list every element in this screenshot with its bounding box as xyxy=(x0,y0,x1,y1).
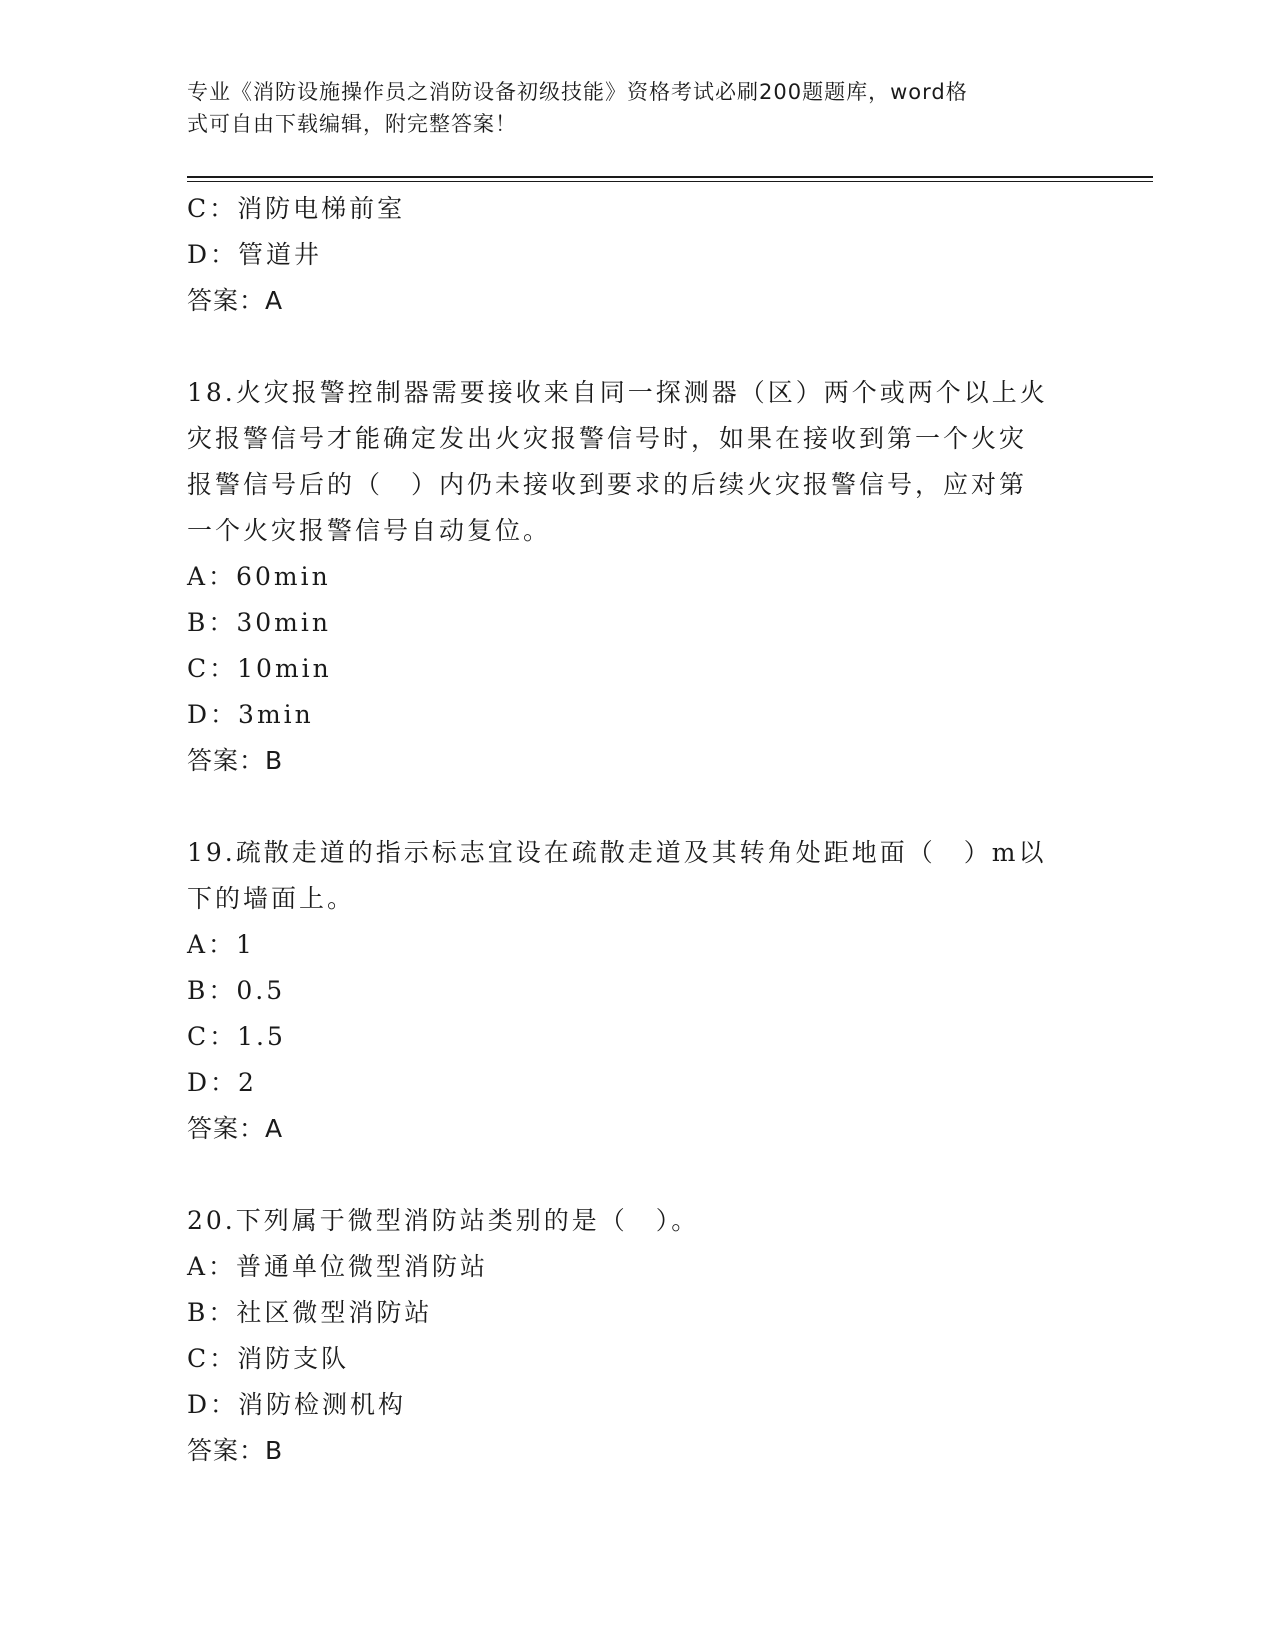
header-divider-thick xyxy=(187,176,1153,178)
prev-question-block xyxy=(187,186,1067,324)
question-18 xyxy=(187,370,1067,784)
option-c: C：10min xyxy=(187,654,332,683)
option-c: C：1.5 xyxy=(187,1022,286,1051)
header-line-2: 式可自由下载编辑，附完整答案！ xyxy=(187,112,517,136)
spacer xyxy=(187,1152,1067,1198)
question-19 xyxy=(187,830,1067,1152)
answer-line: 答案：B xyxy=(187,1436,284,1465)
spacer xyxy=(187,324,1067,370)
answer-line: 答案：A xyxy=(187,286,284,315)
option-b: B：0.5 xyxy=(187,976,286,1005)
header-divider-thin xyxy=(187,181,1153,182)
option-b: B：社区微型消防站 xyxy=(187,1298,433,1327)
question-20 xyxy=(187,1198,1067,1474)
option-c: C：消防电梯前室 xyxy=(187,194,406,223)
option-d: D：3min xyxy=(187,700,314,729)
question-text-line: 19.疏散走道的指示标志宜设在疏散走道及其转角处距地面（ ）m以 xyxy=(187,838,1047,867)
option-c: C：消防支队 xyxy=(187,1344,350,1373)
document-header xyxy=(187,76,1067,140)
header-line-1: 专业《消防设施操作员之消防设备初级技能》资格考试必刷200题题库，word格 xyxy=(187,80,968,104)
spacer xyxy=(187,784,1067,830)
answer-line: 答案：A xyxy=(187,1114,284,1143)
question-text-line: 报警信号后的（ ）内仍未接收到要求的后续火灾报警信号，应对第 xyxy=(187,470,1028,499)
option-a: A：60min xyxy=(187,562,331,591)
option-a: A：1 xyxy=(187,930,255,959)
question-text-line: 20.下列属于微型消防站类别的是（ ）。 xyxy=(187,1206,700,1235)
option-d: D：消防检测机构 xyxy=(187,1390,407,1419)
answer-line: 答案：B xyxy=(187,746,284,775)
question-text-line: 下的墙面上。 xyxy=(187,884,356,913)
option-d: D：2 xyxy=(187,1068,257,1097)
question-text-line: 灾报警信号才能确定发出火灾报警信号时，如果在接收到第一个火灾 xyxy=(187,424,1028,453)
question-text-line: 18.火灾报警控制器需要接收来自同一探测器（区）两个或两个以上火 xyxy=(187,378,1048,407)
option-a: A：普通单位微型消防站 xyxy=(187,1252,489,1281)
document-body xyxy=(187,186,1067,1474)
option-b: B：30min xyxy=(187,608,331,637)
question-text-line: 一个火灾报警信号自动复位。 xyxy=(187,516,552,545)
option-d: D：管道井 xyxy=(187,240,323,269)
